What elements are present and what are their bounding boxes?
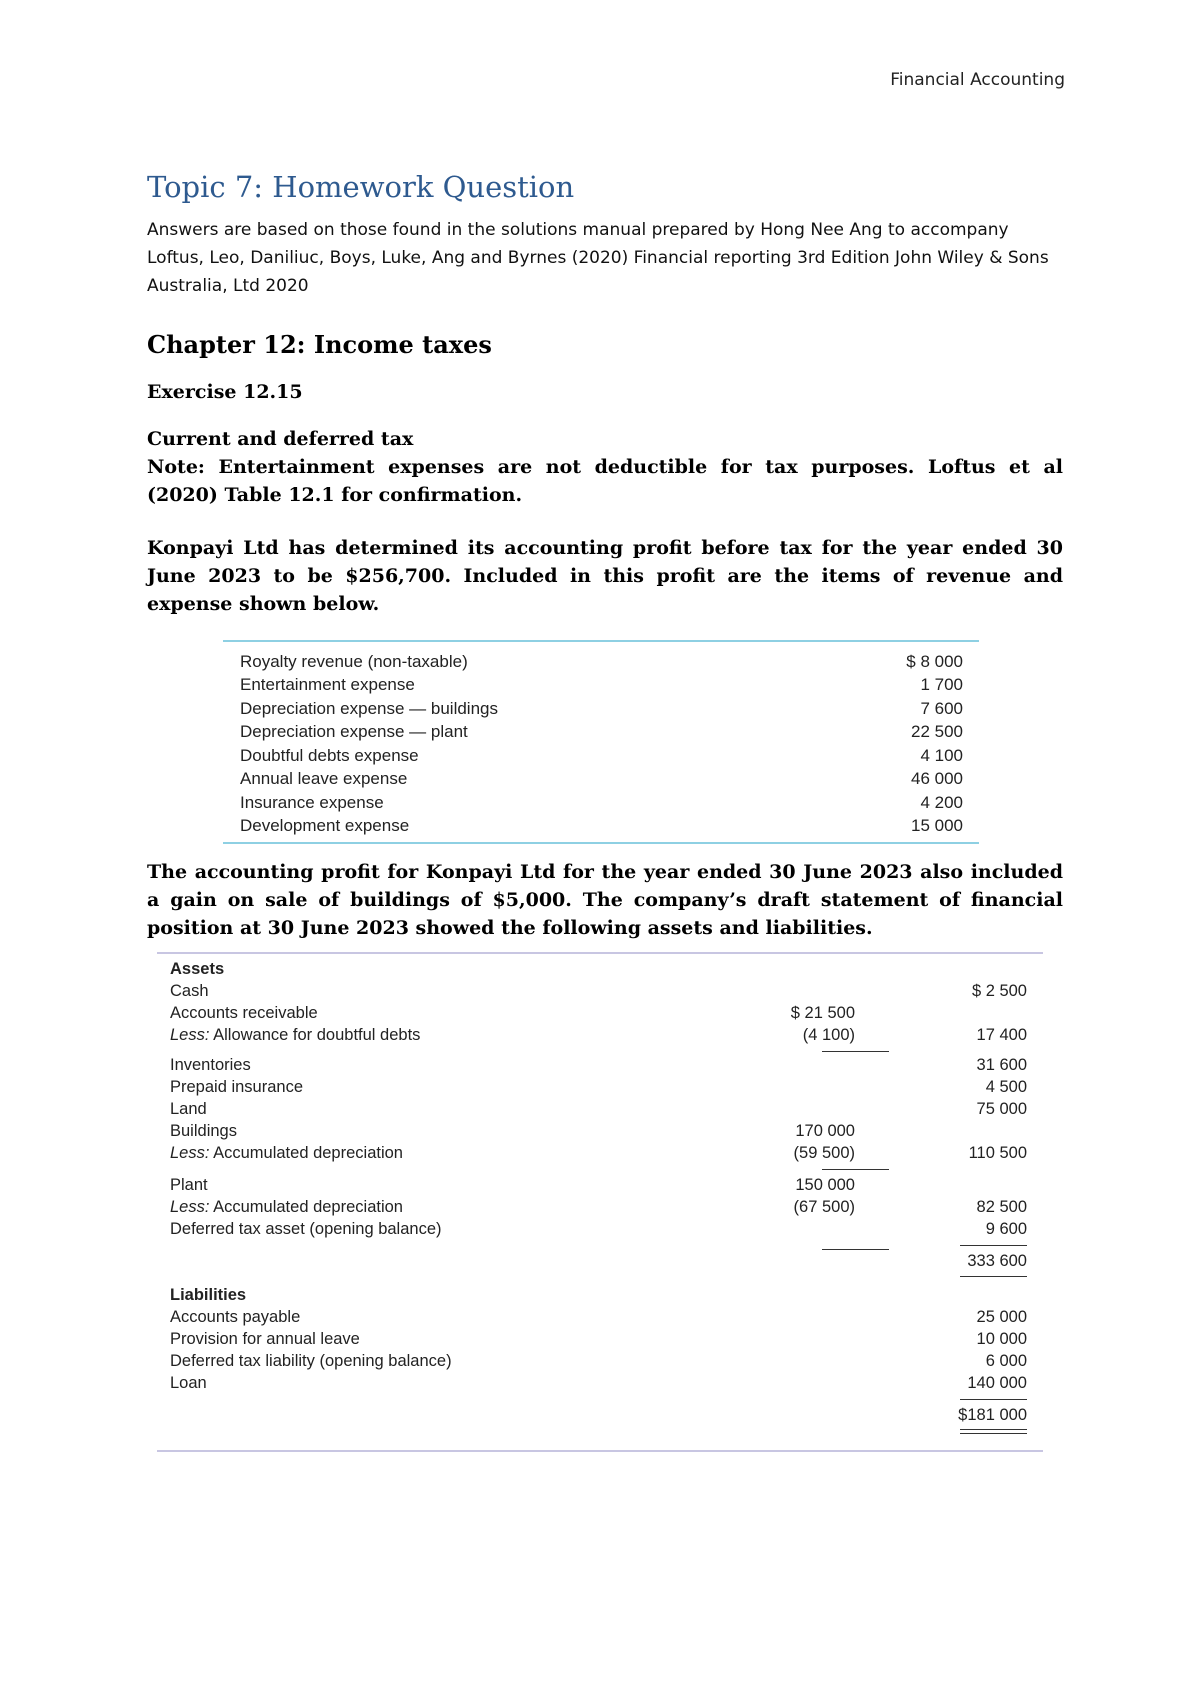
row-label: Plant	[170, 1176, 208, 1194]
row-label: Accounts receivable	[170, 1004, 318, 1022]
total-liabilities: $181 000	[958, 1406, 1027, 1424]
table-row	[223, 697, 979, 721]
row-label: Accounts payable	[170, 1308, 301, 1326]
table-row	[157, 1056, 1043, 1078]
table-row	[223, 744, 979, 768]
table-row	[157, 982, 1043, 1004]
row-value: 7 600	[920, 698, 963, 718]
row-total: 31 600	[976, 1056, 1027, 1074]
intro-paragraph: Answers are based on those found in the solutions manual prepared by Hong Nee Ang to accompany Loftus, Leo, Daniliuc, Boys, Luke, Ang and Byrnes (2020) Financial reporting 3rd Edition John Wiley & Sons Australia, Ltd 2020	[147, 220, 1049, 296]
row-value: 46 000	[911, 769, 963, 789]
row-subtotal: $ 21 500	[790, 1004, 855, 1022]
subtotal-rule	[822, 1051, 889, 1052]
table-row	[223, 721, 979, 745]
assets-heading-row	[157, 960, 1043, 982]
row-label: Depreciation expense — plant	[240, 722, 468, 742]
row-value: 15 000	[911, 816, 963, 836]
double-total-rule	[960, 1429, 1027, 1434]
konpayi-paragraph: Konpayi Ltd has determined its accounting profit before tax for the year ended 30 June 2023 to be $256,700. Included in this profit are the items of revenue and expense shown below.	[147, 537, 1063, 615]
total-assets: 333 600	[967, 1252, 1027, 1270]
row-label: Insurance expense	[240, 792, 384, 812]
balance-sheet-table	[157, 952, 1043, 1452]
row-label: Loan	[170, 1374, 207, 1392]
table-row	[223, 674, 979, 698]
assets-heading: Assets	[170, 960, 225, 978]
table-row	[157, 1352, 1043, 1374]
table-row	[157, 1330, 1043, 1352]
row-label: Less: Allowance for doubtful debts	[170, 1026, 421, 1044]
row-label: Inventories	[170, 1056, 251, 1074]
total-liabilities-row	[157, 1406, 1043, 1428]
table-row	[157, 1078, 1043, 1100]
row-value: $ 8 000	[906, 651, 963, 671]
row-label: Annual leave expense	[240, 769, 408, 789]
row-value: 4 100	[920, 745, 963, 765]
row-subtotal: 170 000	[795, 1122, 855, 1140]
row-total: 9 600	[985, 1220, 1027, 1238]
liabilities-heading-row	[157, 1286, 1043, 1308]
row-total: 10 000	[976, 1330, 1027, 1348]
total-rule	[960, 1276, 1027, 1277]
table-row	[157, 1026, 1043, 1048]
table-row	[157, 1176, 1043, 1198]
table-row	[157, 1004, 1043, 1026]
liabilities-heading: Liabilities	[170, 1286, 247, 1304]
row-subtotal: (4 100)	[802, 1026, 855, 1044]
subheading: Current and deferred tax	[147, 428, 414, 450]
chapter-heading: Chapter 12: Income taxes	[147, 330, 492, 359]
row-total: 4 500	[985, 1078, 1027, 1096]
row-label: Cash	[170, 982, 209, 1000]
row-subtotal: 150 000	[795, 1176, 855, 1194]
exercise-heading: Exercise 12.15	[147, 381, 303, 403]
row-label: Prepaid insurance	[170, 1078, 303, 1096]
row-label: Royalty revenue (non-taxable)	[240, 651, 468, 671]
table-row	[157, 1198, 1043, 1220]
row-total: 75 000	[976, 1100, 1027, 1118]
table-row	[157, 1144, 1043, 1166]
revenue-expense-table	[223, 640, 979, 844]
row-total: 25 000	[976, 1308, 1027, 1326]
row-subtotal: (59 500)	[793, 1144, 855, 1162]
row-label: Depreciation expense — buildings	[240, 698, 498, 718]
row-total: $ 2 500	[971, 982, 1027, 1000]
row-value: 4 200	[920, 792, 963, 812]
subtotal-rule	[822, 1249, 889, 1250]
table-row	[157, 1122, 1043, 1144]
row-label: Development expense	[240, 816, 410, 836]
row-total: 82 500	[976, 1198, 1027, 1216]
row-label: Provision for annual leave	[170, 1330, 360, 1348]
row-label: Land	[170, 1100, 207, 1118]
table-row	[157, 1308, 1043, 1330]
total-assets-row	[157, 1252, 1043, 1274]
table-row	[157, 1100, 1043, 1122]
row-total: 6 000	[985, 1352, 1027, 1370]
table-row	[157, 1220, 1043, 1242]
row-total: 110 500	[968, 1144, 1027, 1162]
row-label: Doubtful debts expense	[240, 745, 419, 765]
total-rule	[960, 1399, 1027, 1400]
note-paragraph: Note: Entertainment expenses are not deductible for tax purposes. Loftus et al (2020) Table 12.1 for confirmation.	[147, 456, 1063, 506]
row-label: Buildings	[170, 1122, 237, 1140]
row-value: 22 500	[911, 722, 963, 742]
table-row	[223, 791, 979, 815]
gain-paragraph: The accounting profit for Konpayi Ltd for the year ended 30 June 2023 also included a gain on sale of buildings of $5,000. The company’s draft statement of financial position at 30 June 2023 showed the following assets and liabilities.	[147, 861, 1063, 939]
table-row	[223, 768, 979, 792]
row-label: Entertainment expense	[240, 675, 415, 695]
row-label: Less: Accumulated depreciation	[170, 1144, 403, 1162]
row-total: 17 400	[976, 1026, 1027, 1044]
table-row	[223, 650, 979, 674]
document-body	[147, 170, 1063, 618]
subtotal-rule	[822, 1169, 889, 1170]
table-row	[157, 1374, 1043, 1396]
row-total: 140 000	[967, 1374, 1027, 1392]
table-row	[223, 815, 979, 839]
row-label: Less: Accumulated depreciation	[170, 1198, 403, 1216]
row-value: 1 700	[920, 675, 963, 695]
row-label: Deferred tax asset (opening balance)	[170, 1220, 442, 1238]
total-rule	[960, 1245, 1027, 1246]
running-header: Financial Accounting	[890, 70, 1065, 90]
row-label: Deferred tax liability (opening balance)	[170, 1352, 452, 1370]
row-subtotal: (67 500)	[793, 1198, 855, 1216]
topic-title: Topic 7: Homework Question	[147, 170, 575, 204]
